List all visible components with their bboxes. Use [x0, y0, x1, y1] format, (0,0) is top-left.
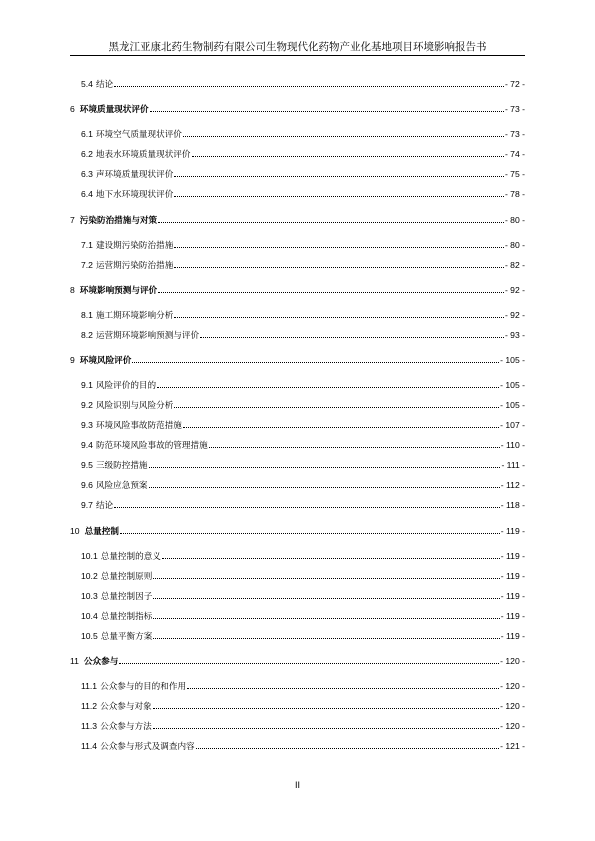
toc-entry-number: 9.7 — [81, 500, 93, 510]
toc-entry-number: 10.3 — [81, 591, 98, 601]
toc-dot-leader — [174, 407, 499, 408]
toc-entry-page: - 120 - — [500, 701, 525, 711]
toc-dot-leader — [153, 638, 499, 639]
toc-entry-title: 建设期污染防治措施 — [95, 240, 174, 250]
toc-dot-leader — [209, 447, 500, 448]
toc-entry-title: 运营期环境影响预测与评价 — [95, 330, 200, 340]
toc-section-entry[interactable] — [70, 477, 525, 491]
toc-section-entry[interactable] — [70, 166, 525, 180]
toc-entry-number: 11.4 — [81, 741, 98, 751]
toc-entry-number: 11.1 — [81, 681, 98, 691]
toc-entry-title: 公众参与方法 — [100, 721, 152, 731]
toc-entry-number: 10.1 — [81, 551, 98, 561]
toc-dot-leader — [119, 663, 499, 664]
toc-entry-number: 7.1 — [81, 240, 93, 250]
toc-entry-number: 10 — [70, 526, 80, 536]
toc-entry-page: - 120 - — [500, 656, 525, 666]
toc-entry-number: 7 — [70, 215, 75, 225]
toc-entry-page: - 93 - — [504, 330, 525, 340]
toc-entry-number: 6.2 — [81, 149, 93, 159]
toc-entry-page: - 120 - — [500, 681, 525, 691]
toc-entry-title: 环境质量现状评价 — [79, 104, 149, 114]
toc-entry-page: - 119 - — [500, 591, 525, 601]
toc-entry-title: 总量平衡方案 — [100, 631, 153, 641]
toc-entry-page: - 119 - — [500, 571, 525, 581]
toc-section-entry[interactable] — [70, 608, 525, 622]
toc-section-entry[interactable] — [70, 678, 525, 692]
toc-entry-page: - 112 - — [500, 480, 525, 490]
toc-section-entry[interactable] — [70, 377, 525, 391]
toc-dot-leader — [158, 222, 504, 223]
toc-dot-leader — [158, 292, 504, 293]
toc-dot-leader — [174, 267, 504, 268]
toc-entry-page: - 80 - — [504, 240, 525, 250]
toc-entry-page: - 119 - — [500, 631, 525, 641]
toc-entry-page: - 105 - — [500, 380, 525, 390]
toc-entry-number: 8.2 — [81, 330, 93, 340]
page-number: II — [294, 780, 300, 790]
toc-section-entry[interactable] — [70, 186, 525, 200]
toc-entry-number: 10.5 — [81, 631, 98, 641]
toc-entry-page: - 105 - — [500, 355, 525, 365]
toc-section-entry[interactable] — [70, 76, 525, 90]
toc-section-entry[interactable] — [70, 437, 525, 451]
toc-entry-title: 结论 — [95, 500, 114, 510]
toc-dot-leader — [149, 487, 500, 488]
toc-entry-page: - 80 - — [504, 215, 525, 225]
toc-entry-page: - 74 - — [504, 149, 525, 159]
toc-entry-number: 6 — [70, 104, 75, 114]
toc-section-entry[interactable] — [70, 397, 525, 411]
toc-entry-number: 10.2 — [81, 571, 98, 581]
toc-entry-title: 公众参与对象 — [100, 701, 152, 711]
toc-entry-title: 环境风险评价 — [79, 355, 132, 365]
toc-section-entry[interactable] — [70, 628, 525, 642]
toc-section-entry[interactable] — [70, 718, 525, 732]
toc-dot-leader — [174, 176, 504, 177]
toc-section-entry[interactable] — [70, 457, 525, 471]
toc-chapter-entry[interactable] — [70, 101, 525, 115]
toc-dot-leader — [153, 618, 499, 619]
toc-entry-page: - 120 - — [500, 721, 525, 731]
toc-entry-title: 总量控制因子 — [100, 591, 153, 601]
toc-entry-page: - 121 - — [500, 741, 525, 751]
toc-dot-leader — [183, 427, 499, 428]
toc-entry-number: 5.4 — [81, 79, 93, 89]
toc-entry-title: 公众参与的目的和作用 — [100, 681, 187, 691]
toc-entry-number: 6.1 — [81, 129, 93, 139]
toc-entry-number: 9.1 — [81, 380, 93, 390]
toc-dot-leader — [192, 156, 504, 157]
toc-dot-leader — [174, 196, 504, 197]
toc-entry-number: 6.3 — [81, 169, 93, 179]
toc-entry-title: 地表水环境质量现状评价 — [95, 149, 191, 159]
toc-entry-number: 9.3 — [81, 420, 93, 430]
toc-entry-number: 7.2 — [81, 260, 93, 270]
toc-entry-number: 8.1 — [81, 310, 93, 320]
toc-entry-title: 三级防控措施 — [95, 460, 148, 470]
toc-chapter-entry[interactable] — [70, 653, 525, 667]
toc-entry-number: 11.3 — [81, 721, 98, 731]
toc-section-entry[interactable] — [70, 327, 525, 341]
toc-entry-page: - 92 - — [504, 285, 525, 295]
toc-entry-title: 总量控制 — [84, 526, 119, 536]
toc-section-entry[interactable] — [70, 307, 525, 321]
toc-entry-title: 总量控制的意义 — [100, 551, 161, 561]
toc-entry-page: - 78 - — [504, 189, 525, 199]
toc-entry-page: - 73 - — [504, 104, 525, 114]
toc-section-entry[interactable] — [70, 257, 525, 271]
toc-dot-leader — [153, 708, 499, 709]
toc-chapter-entry[interactable] — [70, 212, 525, 226]
toc-entry-title: 施工期环境影响分析 — [95, 310, 174, 320]
toc-dot-leader — [174, 247, 504, 248]
toc-entry-page: - 75 - — [504, 169, 525, 179]
toc-entry-title: 风险识别与风险分析 — [95, 400, 174, 410]
toc-section-entry[interactable] — [70, 568, 525, 582]
toc-section-entry[interactable] — [70, 497, 525, 511]
toc-dot-leader — [120, 533, 500, 534]
toc-dot-leader — [114, 507, 500, 508]
toc-dot-leader — [187, 688, 499, 689]
toc-entry-number: 10.4 — [81, 611, 98, 621]
toc-entry-title: 风险评价的目的 — [95, 380, 157, 390]
toc-dot-leader — [162, 558, 500, 559]
toc-dot-leader — [200, 337, 504, 338]
toc-entry-page: - 118 - — [500, 500, 525, 510]
toc-entry-page: - 73 - — [504, 129, 525, 139]
toc-chapter-entry[interactable] — [70, 352, 525, 366]
toc-section-entry[interactable] — [70, 588, 525, 602]
toc-entry-page: - 82 - — [504, 260, 525, 270]
toc-section-entry[interactable] — [70, 698, 525, 712]
toc-entry-page: - 107 - — [500, 420, 525, 430]
toc-entry-title: 公众参与 — [83, 656, 119, 666]
toc-dot-leader — [153, 728, 499, 729]
toc-entry-title: 总量控制原则 — [100, 571, 153, 581]
toc-entry-page: - 119 - — [500, 551, 525, 561]
toc-section-entry[interactable] — [70, 738, 525, 752]
toc-entry-title: 公众参与形式及调查内容 — [100, 741, 195, 751]
toc-section-entry[interactable] — [70, 146, 525, 160]
toc-dot-leader — [157, 387, 499, 388]
toc-entry-number: 9.4 — [81, 440, 93, 450]
toc-section-entry[interactable] — [70, 237, 525, 251]
toc-entry-page: - 92 - — [504, 310, 525, 320]
toc-dot-leader — [114, 86, 504, 87]
running-header: 黑龙江亚康北药生物制药有限公司生物现代化药物产业化基地项目环境影响报告书 — [70, 40, 525, 56]
toc-section-entry[interactable] — [70, 126, 525, 140]
toc-dot-leader — [132, 362, 499, 363]
toc-entry-title: 总量控制指标 — [100, 611, 153, 621]
toc-entry-number: 9 — [70, 355, 75, 365]
toc-entry-number: 9.5 — [81, 460, 93, 470]
toc-entry-page: - 105 - — [500, 400, 525, 410]
toc-entry-title: 环境风险事故防范措施 — [95, 420, 182, 430]
toc-entry-number: 11 — [70, 656, 79, 666]
toc-entry-title: 结论 — [95, 79, 114, 89]
toc-dot-leader — [174, 317, 504, 318]
toc-entry-number: 11.2 — [81, 701, 98, 711]
toc-entry-page: - 110 - — [500, 440, 525, 450]
toc-entry-title: 地下水环境现状评价 — [95, 189, 174, 199]
toc-entry-page: - 72 - — [504, 79, 525, 89]
toc-dot-leader — [149, 467, 501, 468]
toc-chapter-entry[interactable] — [70, 282, 525, 296]
toc-dot-leader — [196, 748, 500, 749]
toc-entry-number: 9.6 — [81, 480, 93, 490]
toc-dot-leader — [183, 136, 504, 137]
toc-entry-number: 9.2 — [81, 400, 93, 410]
toc-entry-title: 环境空气质量现状评价 — [95, 129, 182, 139]
toc-section-entry[interactable] — [70, 548, 525, 562]
toc-dot-leader — [153, 598, 499, 599]
toc-entry-title: 污染防治措施与对策 — [79, 215, 158, 225]
toc-entry-title: 风险应急预案 — [95, 480, 148, 490]
toc-entry-title: 防范环境风险事故的管理措施 — [95, 440, 208, 450]
toc-dot-leader — [153, 578, 499, 579]
toc-entry-title: 声环境质量现状评价 — [95, 169, 174, 179]
toc-entry-number: 6.4 — [81, 189, 93, 199]
toc-entry-page: - 119 - — [500, 611, 525, 621]
toc-dot-leader — [150, 111, 504, 112]
toc-entry-number: 8 — [70, 285, 75, 295]
toc-entry-page: - 111 - — [501, 460, 525, 470]
toc-entry-title: 运营期污染防治措施 — [95, 260, 174, 270]
toc-chapter-entry[interactable] — [70, 523, 525, 537]
toc-entry-page: - 119 - — [500, 526, 525, 536]
toc-section-entry[interactable] — [70, 417, 525, 431]
toc-entry-title: 环境影响预测与评价 — [79, 285, 158, 295]
